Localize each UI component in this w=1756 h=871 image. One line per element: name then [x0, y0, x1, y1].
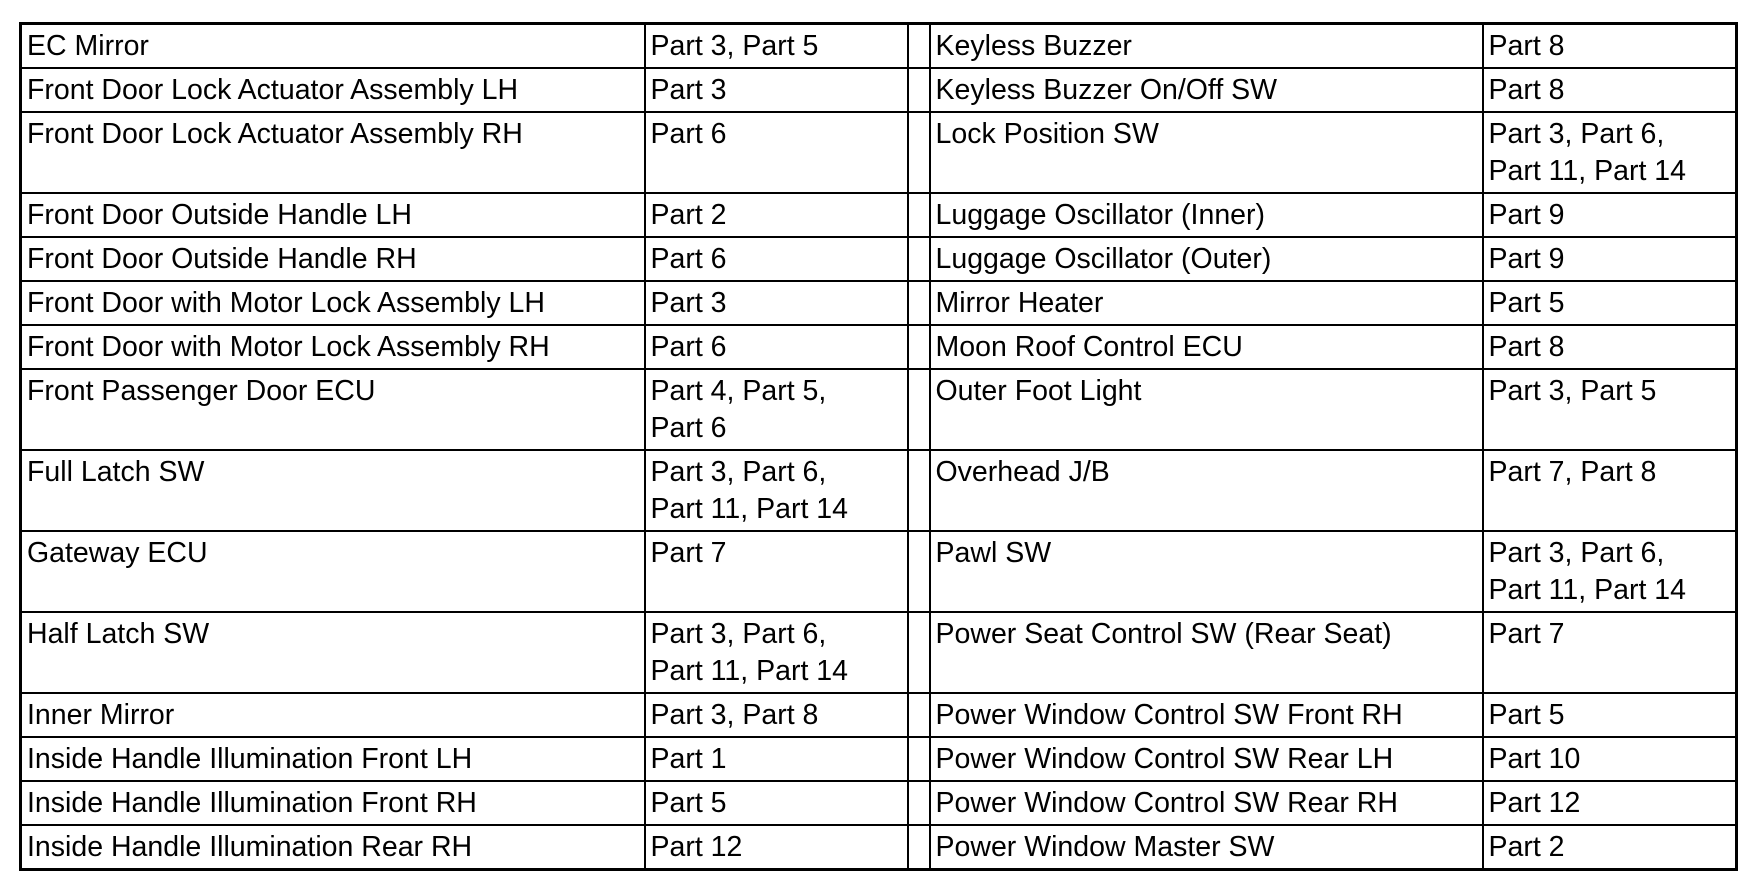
- right-component-name: Luggage Oscillator (Inner): [930, 193, 1483, 237]
- right-component-name: Outer Foot Light: [930, 369, 1483, 450]
- column-divider: [908, 68, 930, 112]
- right-part-references: [1483, 325, 1737, 369]
- left-component-name: Gateway ECU: [21, 531, 645, 612]
- left-component-name: Front Door Outside Handle LH: [21, 193, 645, 237]
- right-component-name: Power Window Control SW Rear RH: [930, 781, 1483, 825]
- part-reference-line: Part 6: [650, 243, 727, 275]
- right-part-references: [1483, 612, 1737, 693]
- part-reference-line: Part 5: [1488, 287, 1565, 319]
- right-part-references: [1483, 68, 1737, 112]
- right-component-name: Keyless Buzzer On/Off SW: [930, 68, 1483, 112]
- column-divider: [908, 693, 930, 737]
- column-divider: [908, 781, 930, 825]
- table-row: [21, 237, 1737, 281]
- left-part-references: [645, 450, 908, 531]
- table-row: [21, 531, 1737, 612]
- right-part-references: [1483, 781, 1737, 825]
- table-row: [21, 24, 1737, 69]
- part-reference-line: Part 5: [650, 787, 727, 819]
- part-reference-line: Part 3, Part 6,: [650, 456, 827, 488]
- column-divider: [908, 369, 930, 450]
- part-reference-line: Part 12: [1488, 787, 1581, 819]
- right-part-references: [1483, 281, 1737, 325]
- column-divider: [908, 112, 930, 193]
- part-reference-line: Part 3: [650, 74, 727, 106]
- right-part-references: [1483, 112, 1737, 193]
- column-divider: [908, 325, 930, 369]
- part-reference-line: Part 3, Part 5: [1488, 375, 1657, 407]
- left-part-references: [645, 369, 908, 450]
- part-reference-line: Part 8: [1488, 30, 1565, 62]
- left-part-references: [645, 325, 908, 369]
- right-component-name: Keyless Buzzer: [930, 24, 1483, 69]
- left-part-references: [645, 781, 908, 825]
- part-reference-line: Part 3, Part 6,: [1488, 537, 1665, 569]
- right-component-name: Power Window Control SW Front RH: [930, 693, 1483, 737]
- right-component-name: Lock Position SW: [930, 112, 1483, 193]
- table-row: [21, 737, 1737, 781]
- right-part-references: [1483, 193, 1737, 237]
- right-component-name: Moon Roof Control ECU: [930, 325, 1483, 369]
- right-component-name: Luggage Oscillator (Outer): [930, 237, 1483, 281]
- part-reference-line: Part 5: [1488, 699, 1565, 731]
- column-divider: [908, 612, 930, 693]
- part-reference-line: Part 10: [1488, 743, 1581, 775]
- part-reference-line: Part 4, Part 5,: [650, 375, 827, 407]
- table-row: [21, 369, 1737, 450]
- part-reference-line: Part 11, Part 14: [650, 493, 848, 525]
- left-component-name: Inner Mirror: [21, 693, 645, 737]
- right-part-references: [1483, 24, 1737, 69]
- left-component-name: Full Latch SW: [21, 450, 645, 531]
- column-divider: [908, 737, 930, 781]
- right-component-name: Mirror Heater: [930, 281, 1483, 325]
- right-component-name: Overhead J/B: [930, 450, 1483, 531]
- left-component-name: Front Door Lock Actuator Assembly RH: [21, 112, 645, 193]
- part-reference-line: Part 3: [650, 287, 727, 319]
- column-divider: [908, 450, 930, 531]
- left-component-name: Front Door with Motor Lock Assembly LH: [21, 281, 645, 325]
- left-part-references: [645, 612, 908, 693]
- part-reference-line: Part 9: [1488, 243, 1565, 275]
- part-reference-line: Part 3, Part 8: [650, 699, 819, 731]
- table-row: [21, 281, 1737, 325]
- part-reference-line: Part 1: [650, 743, 727, 775]
- table-row: [21, 450, 1737, 531]
- left-component-name: Inside Handle Illumination Front LH: [21, 737, 645, 781]
- left-component-name: Front Door with Motor Lock Assembly RH: [21, 325, 645, 369]
- table-row: [21, 112, 1737, 193]
- right-part-references: [1483, 531, 1737, 612]
- part-reference-line: Part 2: [1488, 831, 1565, 863]
- column-divider: [908, 531, 930, 612]
- part-reference-line: Part 7, Part 8: [1488, 456, 1657, 488]
- table-row: [21, 193, 1737, 237]
- part-reference-line: Part 3, Part 6,: [650, 618, 827, 650]
- left-component-name: EC Mirror: [21, 24, 645, 69]
- right-component-name: Power Window Master SW: [930, 825, 1483, 870]
- left-part-references: [645, 24, 908, 69]
- part-reference-line: Part 9: [1488, 199, 1565, 231]
- part-reference-line: Part 3, Part 5: [650, 30, 819, 62]
- column-divider: [908, 24, 930, 69]
- left-component-name: Front Door Outside Handle RH: [21, 237, 645, 281]
- left-part-references: [645, 281, 908, 325]
- part-reference-line: Part 2: [650, 199, 727, 231]
- right-component-name: Power Seat Control SW (Rear Seat): [930, 612, 1483, 693]
- parts-index-table: [19, 22, 1738, 871]
- part-reference-line: Part 6: [650, 118, 727, 150]
- left-part-references: [645, 237, 908, 281]
- part-reference-line: Part 3, Part 6,: [1488, 118, 1665, 150]
- left-part-references: [645, 531, 908, 612]
- part-reference-line: Part 6: [650, 412, 727, 444]
- right-component-name: Pawl SW: [930, 531, 1483, 612]
- part-reference-line: Part 8: [1488, 331, 1565, 363]
- left-component-name: Front Passenger Door ECU: [21, 369, 645, 450]
- left-part-references: [645, 193, 908, 237]
- column-divider: [908, 193, 930, 237]
- table-row: [21, 693, 1737, 737]
- part-reference-line: Part 6: [650, 331, 727, 363]
- parts-index-body: [21, 24, 1737, 870]
- left-component-name: Front Door Lock Actuator Assembly LH: [21, 68, 645, 112]
- column-divider: [908, 281, 930, 325]
- part-reference-line: Part 8: [1488, 74, 1565, 106]
- right-part-references: [1483, 737, 1737, 781]
- left-part-references: [645, 112, 908, 193]
- table-row: [21, 781, 1737, 825]
- left-part-references: [645, 693, 908, 737]
- right-part-references: [1483, 237, 1737, 281]
- part-reference-line: Part 11, Part 14: [1488, 574, 1686, 606]
- part-reference-line: Part 11, Part 14: [1488, 155, 1686, 187]
- left-part-references: [645, 68, 908, 112]
- column-divider: [908, 237, 930, 281]
- right-part-references: [1483, 450, 1737, 531]
- part-reference-line: Part 7: [1488, 618, 1565, 650]
- left-part-references: [645, 737, 908, 781]
- part-reference-line: Part 12: [650, 831, 743, 863]
- right-part-references: [1483, 369, 1737, 450]
- part-reference-line: Part 7: [650, 537, 727, 569]
- table-row: [21, 68, 1737, 112]
- table-row: [21, 325, 1737, 369]
- right-component-name: Power Window Control SW Rear LH: [930, 737, 1483, 781]
- left-component-name: Half Latch SW: [21, 612, 645, 693]
- left-component-name: Inside Handle Illumination Front RH: [21, 781, 645, 825]
- table-row: [21, 612, 1737, 693]
- right-part-references: [1483, 693, 1737, 737]
- part-reference-line: Part 11, Part 14: [650, 655, 848, 687]
- left-component-name: Inside Handle Illumination Rear RH: [21, 825, 645, 870]
